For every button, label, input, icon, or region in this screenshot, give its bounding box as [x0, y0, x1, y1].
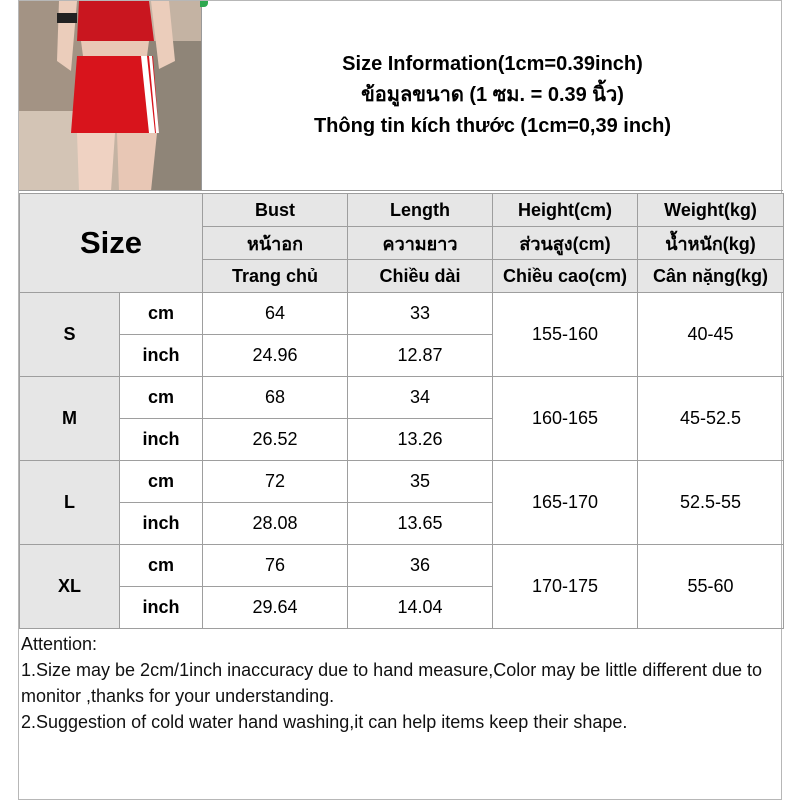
size-column-title: Size: [20, 194, 203, 293]
table-row: [20, 377, 784, 419]
unit-label: cm: [120, 545, 203, 587]
unit-label: inch: [120, 335, 203, 377]
attention-title: Attention:: [21, 634, 98, 654]
column-header-height-th: ส่วนสูง(cm): [493, 227, 638, 260]
attention-note-1: 1.Size may be 2cm/1inch inaccuracy due to hand measure,Color may be little different due to monitor ,thanks for your understanding.: [21, 660, 763, 706]
bust-cm-value: 76: [203, 545, 348, 587]
column-header-bust-en: Bust: [203, 194, 348, 227]
model-image: [19, 1, 202, 191]
length-inch-value: 14.04: [348, 587, 493, 629]
length-inch-value: 13.65: [348, 503, 493, 545]
unit-label: cm: [120, 293, 203, 335]
weight-value: 55-60: [638, 545, 784, 629]
column-header-weight-en: Weight(kg): [638, 194, 784, 227]
bust-cm-value: 64: [203, 293, 348, 335]
table-row: [20, 545, 784, 587]
product-photo: [19, 1, 202, 191]
weight-value: 40-45: [638, 293, 784, 377]
column-header-weight-vi: Cân nặng(kg): [638, 260, 784, 293]
column-header-length-th: ความยาว: [348, 227, 493, 260]
size-label: S: [20, 293, 120, 377]
column-header-bust-vi: Trang chủ: [203, 260, 348, 293]
height-value: 160-165: [493, 377, 638, 461]
bust-inch-value: 26.52: [203, 419, 348, 461]
height-value: 155-160: [493, 293, 638, 377]
bust-cm-value: 72: [203, 461, 348, 503]
column-header-length-vi: Chiều dài: [348, 260, 493, 293]
bust-inch-value: 24.96: [203, 335, 348, 377]
table-row: [20, 461, 784, 503]
header-title-th: ข้อมูลขนาด (1 ซม. = 0.39 นิ้ว): [361, 84, 624, 106]
length-cm-value: 33: [348, 293, 493, 335]
header-title-vi: Thông tin kích thước (1cm=0,39 inch): [313, 115, 672, 137]
column-header-bust-th: หน้าอก: [203, 227, 348, 260]
length-cm-value: 34: [348, 377, 493, 419]
attention-note-2: 2.Suggestion of cold water hand washing,it can help items keep their shape.: [21, 712, 628, 732]
length-inch-value: 12.87: [348, 335, 493, 377]
size-label: M: [20, 377, 120, 461]
bust-inch-value: 29.64: [203, 587, 348, 629]
length-inch-value: 13.26: [348, 419, 493, 461]
table-row: [20, 293, 784, 335]
weight-value: 52.5-55: [638, 461, 784, 545]
column-header-height-en: Height(cm): [493, 194, 638, 227]
attention-notes: [19, 628, 783, 800]
column-header-weight-th: น้ำหนัก(kg): [638, 227, 784, 260]
unit-label: inch: [120, 503, 203, 545]
unit-label: cm: [120, 461, 203, 503]
size-info-header: [202, 1, 783, 191]
weight-value: 45-52.5: [638, 377, 784, 461]
size-chart: [18, 0, 782, 800]
unit-label: inch: [120, 419, 203, 461]
column-header-length-en: Length: [348, 194, 493, 227]
size-label: L: [20, 461, 120, 545]
unit-label: cm: [120, 377, 203, 419]
length-cm-value: 35: [348, 461, 493, 503]
size-label: XL: [20, 545, 120, 629]
column-header-height-vi: Chiều cao(cm): [493, 260, 638, 293]
unit-label: inch: [120, 587, 203, 629]
bust-cm-value: 68: [203, 377, 348, 419]
height-value: 170-175: [493, 545, 638, 629]
bust-inch-value: 28.08: [203, 503, 348, 545]
size-table: [19, 193, 784, 629]
header-title-en: Size Information(1cm=0.39inch): [342, 53, 643, 75]
height-value: 165-170: [493, 461, 638, 545]
length-cm-value: 36: [348, 545, 493, 587]
